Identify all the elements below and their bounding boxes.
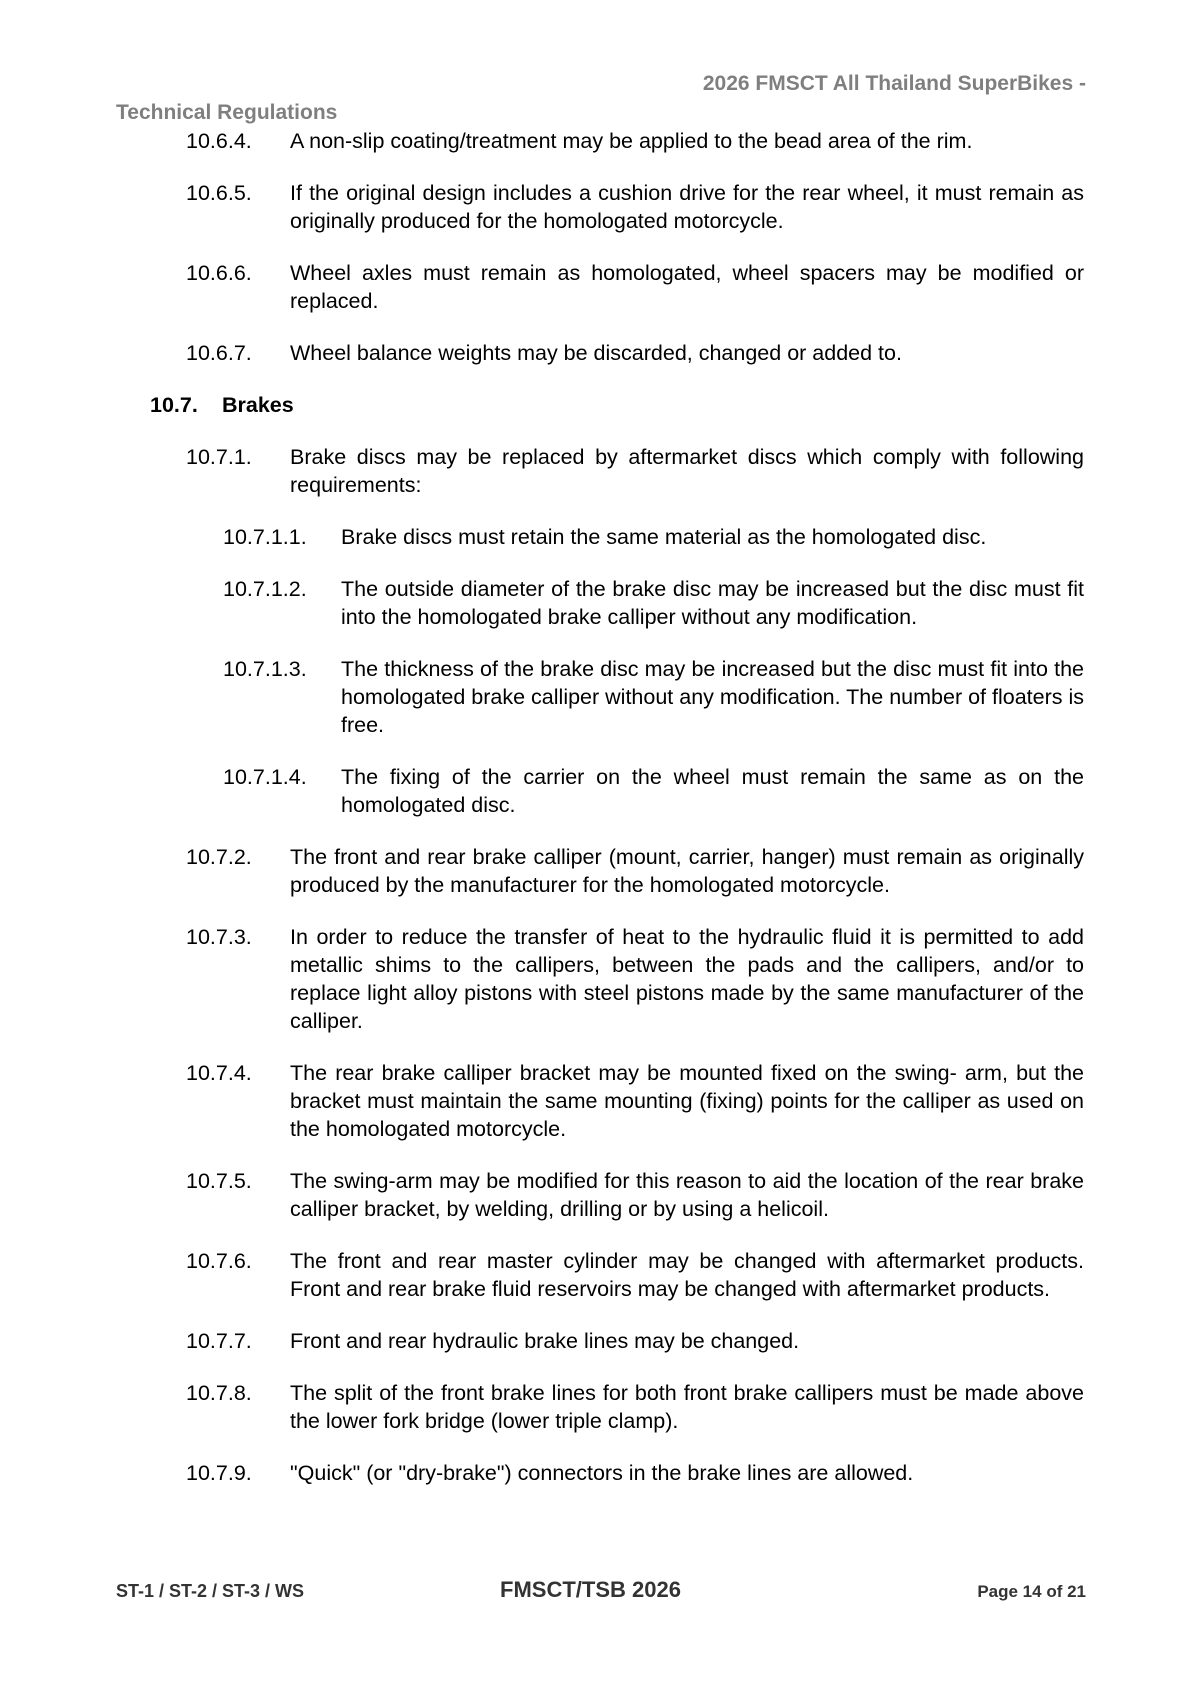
clause-text: Front and rear hydraulic brake lines may be changed. — [290, 1329, 800, 1353]
clause-number: 10.7.3. — [186, 925, 252, 949]
section-number: 10.7. — [150, 393, 198, 417]
clause-10-7-1 — [0, 443, 1190, 499]
clause-text: The swing-arm may be modified for this reason to aid the location of the rear brake calliper bracket, by welding, drilling or by using a helicoil. — [290, 1169, 1084, 1221]
clause-number: 10.6.6. — [186, 261, 252, 285]
subclause-text: The outside diameter of the brake disc may be increased but the disc must fit into the homologated brake calliper without any modification. — [341, 577, 1084, 629]
clause-10-7-6 — [0, 1247, 1190, 1303]
header-subtitle: Technical Regulations — [116, 101, 338, 124]
subclause-number: 10.7.1.4. — [223, 765, 307, 789]
clause-10-7-1-3 — [0, 655, 1190, 739]
clause-text: A non-slip coating/treatment may be applied to the bead area of the rim. — [290, 129, 973, 153]
clause-10-7-1-1 — [0, 523, 1190, 551]
subclause-number: 10.7.1.2. — [223, 577, 307, 601]
clause-10-6-6 — [0, 259, 1190, 315]
section-title: Brakes — [222, 393, 294, 417]
clause-number: 10.7.5. — [186, 1169, 252, 1193]
clause-10-6-7 — [0, 339, 1190, 367]
subclause-text: The thickness of the brake disc may be increased but the disc must fit into the homologated brake calliper without any modification. The number of floaters is free. — [341, 657, 1084, 737]
clause-10-7-9 — [0, 1459, 1190, 1487]
document-body — [0, 127, 1190, 1511]
clause-10-7-1-4 — [0, 763, 1190, 819]
clause-number: 10.7.6. — [186, 1249, 252, 1273]
footer-document-id: FMSCT/TSB 2026 — [500, 1577, 681, 1602]
clause-text: The split of the front brake lines for both front brake callipers must be made above the lower fork bridge (lower triple clamp). — [290, 1381, 1084, 1433]
clause-10-7-2 — [0, 843, 1190, 899]
clause-text: Wheel balance weights may be discarded, changed or added to. — [290, 341, 902, 365]
clause-text: The front and rear brake calliper (mount, carrier, hanger) must remain as originally produced by the manufacturer for the homologated motorcycle. — [290, 845, 1084, 897]
clause-text: If the original design includes a cushion drive for the rear wheel, it must remain as originally produced for the homologated motorcycle. — [290, 181, 1084, 233]
clause-number: 10.7.4. — [186, 1061, 252, 1085]
clause-text: Wheel axles must remain as homologated, wheel spacers may be modified or replaced. — [290, 261, 1084, 313]
clause-number: 10.7.2. — [186, 845, 252, 869]
clause-number: 10.6.5. — [186, 181, 252, 205]
section-heading-brakes — [0, 391, 1190, 419]
header-title: 2026 FMSCT All Thailand SuperBikes - — [702, 72, 1086, 95]
clause-10-7-4 — [0, 1059, 1190, 1143]
clause-10-7-8 — [0, 1379, 1190, 1435]
footer-classes: ST-1 / ST-2 / ST-3 / WS — [116, 1581, 305, 1601]
clause-number: 10.7.8. — [186, 1381, 252, 1405]
clause-10-7-3 — [0, 923, 1190, 1035]
clause-text: The rear brake calliper bracket may be mounted fixed on the swing- arm, but the bracket must maintain the same mounting (fixing) points for the calliper as used on the homologated motorcycle. — [290, 1061, 1084, 1141]
clause-number: 10.6.7. — [186, 341, 252, 365]
clause-10-6-5 — [0, 179, 1190, 235]
clause-number: 10.7.7. — [186, 1329, 252, 1353]
clause-text: "Quick" (or "dry-brake") connectors in the brake lines are allowed. — [290, 1461, 914, 1485]
clause-10-7-7 — [0, 1327, 1190, 1355]
clause-10-7-5 — [0, 1167, 1190, 1223]
subclause-text: Brake discs must retain the same material as the homologated disc. — [341, 525, 987, 549]
clause-text: The front and rear master cylinder may be changed with aftermarket products. Front and rear brake fluid reservoirs may be changed with aftermarket products. — [290, 1249, 1084, 1301]
clause-10-6-4 — [0, 127, 1190, 155]
clause-text: In order to reduce the transfer of heat to the hydraulic fluid it is permitted to add metallic shims to the callipers, between the pads and the callipers, and/or to replace light alloy pistons with steel pistons made by the same manufacturer of the calliper. — [290, 925, 1084, 1033]
footer-page-number: Page 14 of 21 — [977, 1582, 1086, 1601]
clause-number: 10.7.1. — [186, 445, 252, 469]
clause-number: 10.7.9. — [186, 1461, 252, 1485]
subclause-number: 10.7.1.1. — [223, 525, 307, 549]
clause-text: Brake discs may be replaced by aftermarket discs which comply with following requirements: — [290, 445, 1084, 497]
clause-10-7-1-2 — [0, 575, 1190, 631]
subclause-number: 10.7.1.3. — [223, 657, 307, 681]
subclause-text: The fixing of the carrier on the wheel must remain the same as on the homologated disc. — [341, 765, 1084, 817]
clause-number: 10.6.4. — [186, 129, 252, 153]
